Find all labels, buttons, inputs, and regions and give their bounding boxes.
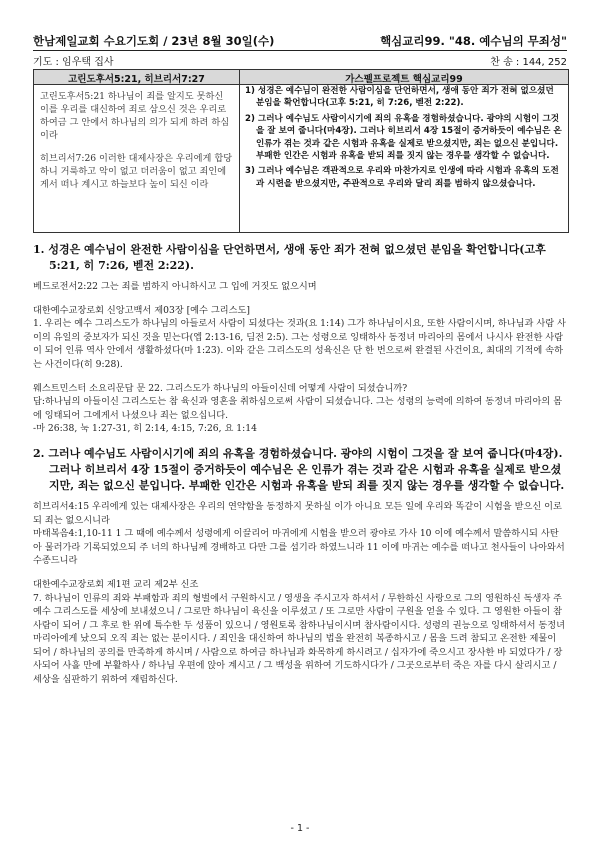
catechism-answer: 답:하나님의 아들이신 그리스도는 참 육신과 영혼을 취하심으로써 사람이 되셨습니다. 그는 성령의 능력에 의하여 동정녀 마리아의 몸에 잉태되어 그에게서 나셨으나 죄는 없으십니다. bbox=[33, 396, 563, 421]
section-2-heading: 2. 그러나 예수님도 사람이시기에 죄의 유혹을 경험하셨습니다. 광야의 시험이 그것을 잘 보여 줍니다(마4장). 그러나 히브리서 4장 15절이 증거하듯이 예수님은 온 인류가 겪는 것과 같은 시험과 유혹을 실제로 받으셨지만, 죄는 없으신 분입니다. 부패한 인간은 시험과 유혹을 받되 죄를 짓지 않는 경우를 생각할 수 없습니다. bbox=[33, 446, 565, 492]
scripture-ref-header: 고린도후서5:21, 히브리서7:27 bbox=[68, 74, 205, 85]
church-title: 한남제일교회 수요기도회 / 23년 8월 30일(수) bbox=[33, 34, 275, 48]
doctrine-header: 가스펠프로젝트 핵심교리99 bbox=[345, 74, 463, 85]
hymn-numbers: 찬 송 : 144, 252 bbox=[490, 57, 567, 68]
catechism-references: -마 26:38, 눅 1:27-31, 히 2:14, 4:15, 7:26, 요 1:14 bbox=[33, 423, 257, 435]
section-2-verse-hebrews: 히브리서4:15 우리에게 있는 대제사장은 우리의 연약함을 동정하지 못하실 이가 아니요 모든 일에 우리와 똑같이 시험을 받으신 이로되 죄는 없으시니라 bbox=[33, 500, 562, 526]
section-1-heading: 1. 성경은 예수님이 완전한 사람이심을 단언하면서, 생애 동안 죄가 전혀 없으셨던 분임을 확언합니다(고후 5:21, 히 7:26, 벧전 2:22). bbox=[33, 243, 546, 272]
creed-text: 7. 하나님이 인류의 죄와 부패함과 죄의 형벌에서 구원하시고 / 영생을 주시고자 하셔서 / 무한하신 사랑으로 그의 영원하신 독생자 주 예수 그리스도를 세상에 보내셨으니 / 그로만 하나님이 육신을 이루셨고 / 또 그로만 사람이 구원을 얻을 수 있다. 그 영원한 아들이 참사람이 되어 / 그 후로 한 위에 특수한 두 성품이 있으니 / 영원토록 참하나님이시며 참사람이시다. 성령의 권능으로 잉태하셔서 동정녀 마리아에게 났으되 오직 죄는 없는 분이시다. / 죄인을 대신하여 하나님의 법을 완전히 복종하시고 / 몸을 드려 참되고 온전한 제물이 되어 / 하나님의 공의를 만족하게 하시며 / 사람으로 하여금 하나님과 화목하게 하시려고 / 십자가에 죽으시고 장사한 바 되었다가 / 장사되어 사흘 만에 부활하사 / 하나님 우편에 앉아 계시고 / 그 백성을 위하여 기도하시다가 / 그곳으로부터 죽은 자를 다시 살리시고 / 세상을 심판하기 위하여 재림하신다. bbox=[33, 592, 566, 686]
doctrine-column bbox=[245, 85, 563, 193]
meta-row bbox=[33, 52, 567, 67]
scripture-passage: 히브리서7:26 이러한 대제사장은 우리에게 합당하니 거룩하고 악이 없고 더러움이 없고 죄인에게서 떠나 계시고 하늘보다 높이 되신 이라 bbox=[40, 153, 233, 190]
prayer-leader: 기도 : 임우택 집사 bbox=[33, 57, 114, 68]
lesson-title: 핵심교리99. "48. 예수님의 무죄성" bbox=[380, 34, 567, 48]
creed-title: 대한예수교장로회 제1편 교리 제2부 신조 bbox=[33, 578, 199, 590]
doctrine-point: 2) 그러나 예수님도 사람이시기에 죄의 유혹을 경험하셨습니다. 광야의 시험이 그것을 잘 보여 줍니다(마4장). 그러나 히브리서 4장 15절이 증거하듯이 예수님은 온 인류가 겪는 것과 같은 시험과 유혹을 실제로 받으셨지만, 죄는 없으신 분입니다. 부패한 인간은 시험과 유혹을 받되 죄를 짓지 않는 경우를 생각할 수 없습니다. bbox=[245, 113, 562, 162]
creed-title: 대한예수교장로회 신앙고백서 제03장 [예수 그리스도] bbox=[33, 304, 250, 316]
section-1-verse: 베드로전서2:22 그는 죄를 범하지 아니하시고 그 입에 거짓도 없으시며 bbox=[33, 281, 317, 292]
catechism-question: 웨스트민스터 소요리문답 문 22. 그리스도가 하나님의 아들이신데 어떻게 사람이 되셨습니까? bbox=[33, 382, 408, 394]
creed-text: 1. 우리는 예수 그리스도가 하나님의 아들로서 사람이 되셨다는 것과(요 1:14) 그가 하나님이시요, 또한 사람이시며, 하나님과 사람 사이의 유일의 중보자가 되신 것을 믿는다(엡 2:13-16, 딤전 2:5). 그는 성령으로 잉태하사 동정녀 마리아의 몸에서 나시사 완전한 사람이 되어 인류 역사 안에서 생활하셨다(마 1:23). 이와 같은 그리스도의 성육신은 단 한 번으로써 완결된 사건이요, 최대의 기적에 속하는 사건이다(히 9:28). bbox=[33, 318, 566, 370]
scripture-passage: 고린도후서5:21 하나님이 죄를 알지도 못하신 이를 우리를 대신하여 죄로 삼으신 것은 우리로 하여금 그 안에서 하나님의 의가 되게 하려 하심이라 bbox=[40, 91, 230, 141]
summary-box-header bbox=[34, 70, 568, 85]
header-rule bbox=[33, 50, 567, 51]
summary-box bbox=[33, 69, 569, 233]
section-2-verse-matthew: 마태복음4:1,10-11 1 그 때에 예수께서 성령에게 이끌리어 마귀에게 시험을 받으러 광야로 가사 10 이에 예수께서 말씀하시되 사탄아 물러가라 기록되었으되 주 너의 하나님께 경배하고 다만 그를 섬기라 하였느니라 11 이에 마귀는 예수를 떠나고 천사들이 나아와서 수종드니라 bbox=[33, 528, 565, 567]
scripture-column bbox=[40, 90, 233, 201]
document-header bbox=[33, 30, 567, 50]
main-content bbox=[33, 242, 567, 687]
column-divider bbox=[239, 70, 240, 232]
page-number: - 1 - bbox=[290, 823, 310, 834]
doctrine-point: 3) 그러나 예수님은 객관적으로 우리와 마찬가지로 인생에 따라 시험과 유혹의 도전과 시련을 받으셨지만, 주관적으로 우리와 달리 죄를 범하지 않으셨습니다. bbox=[245, 166, 559, 189]
doctrine-point: 1) 성경은 예수님이 완전한 사람이심을 단언하면서, 생애 동안 죄가 전혀 없으셨던 분임을 확언합니다(고후 5:21, 히 7:26, 벧전 2:22). bbox=[245, 86, 554, 109]
